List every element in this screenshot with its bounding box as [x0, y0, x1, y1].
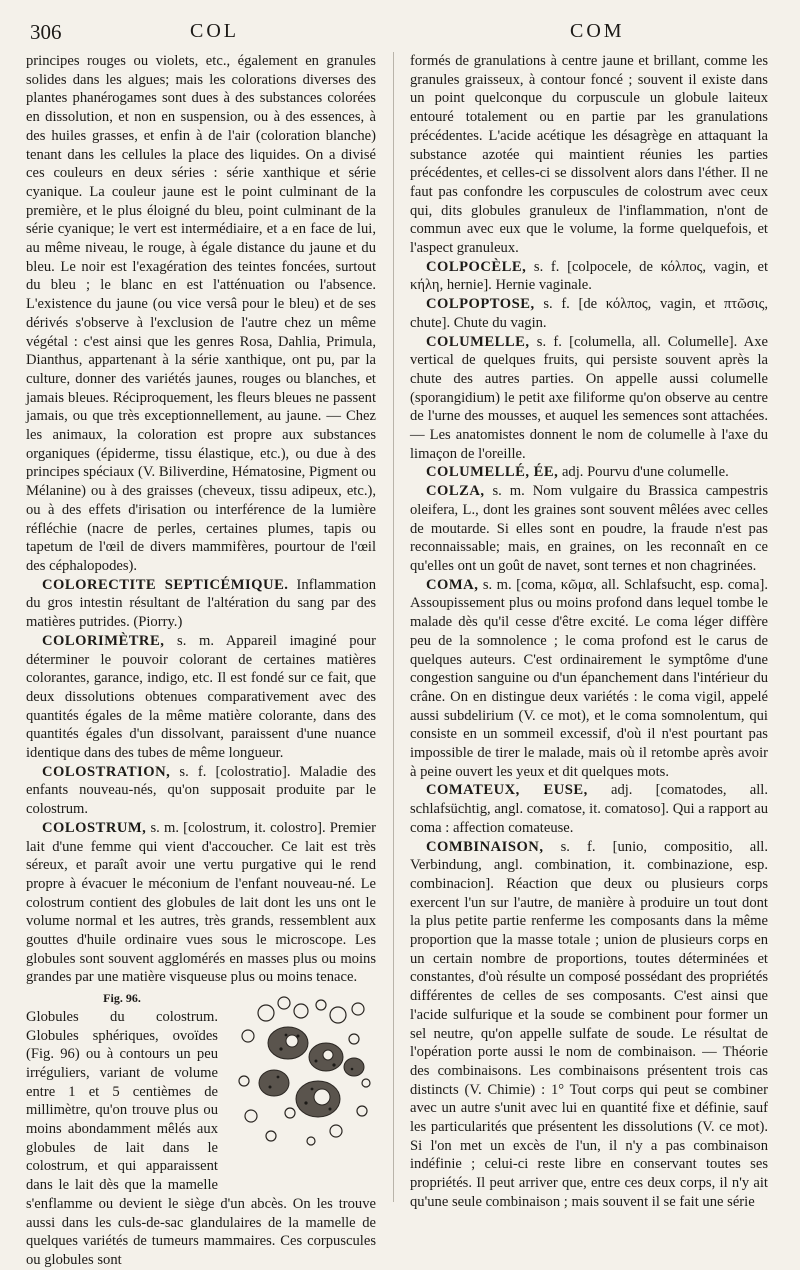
entry-text: adj. Pourvu d'une columelle. [558, 464, 729, 481]
headword: COLOSTRATION, [42, 763, 171, 780]
headword: COLPOCÈLE, [426, 258, 527, 275]
entry-text: Inflammation du gros intestin résultant de l'altération du sang par des matières putrides. (Piorry.) [26, 576, 376, 631]
entry-text: s. m. [coma, κῶμα, all. Schlafsucht, esp. coma]. Assoupissement plus ou moins profond dans lequel tombe le malade dès qu'il cesse d'être excité. Le coma léger diffère peu de la somnolence ; le coma profond est le carus de quelques auteurs. C'est ordinairement le symptôme d'une congestion sanguine ou d'un épanchement dans l'intérieur du crâne. On en distingue deux variétés : le coma vigil, appelé aussi subdelirium (V. ce mot), et le coma somnolentum, qui consiste en un sommeil excessif, d'où il n'est pourtant pas impossible de tirer le malade, mais où il retombe après avoir à peine ouvert les yeux et dit quelques mots. [410, 576, 768, 780]
headword: COLZA, [426, 483, 485, 500]
page-header [30, 20, 770, 50]
entry-text: s. f. [colpocele, de κόλπος, vagin, et κήλη, hernie]. Hernie vaginale. [410, 258, 768, 294]
headword: COLORECTITE SEPTICÉMIQUE. [42, 576, 289, 593]
entry-text: s. f. [unio, compositio, all. Verbindung, angl. combination, it. combinazione, esp. combinacion]. Réaction que deux ou plusieurs corps exercent l'un sur l'autre, de manière à produire un tout dont la plus petite partie renferme les composants dans la même proportion que la masse totale ; union de plusieurs corps en un certain nombre de proportions, toutes déterminées et constantes, d'où résulte un composé possédant des propriétés différentes de celles de ses composants. C'est ainsi que l'acide sulfurique et la soude se combinent pour former un sel neutre, qu'on appelle sulfate de soude. Le résultat de l'opération porte aussi le nom de combinaison. — Théorie des combinaisons. Les combinaisons présentent trois cas distincts (V. Chimie) : 1° Tout corps qui peut se combiner avec un autre s'unit avec lui en quantité fixe et définie, sauf les particularités que présentent les dissolutions (V. ce mot). Si l'on met un excès de l'un, il n'y a pas combinaison indéfinie ; celui-ci reste libre en conservant toutes ses propriétés. Il peut arriver que, entre ces deux corps, il n'y ait qu'une seule combinaison ; mais souvent il se fait une série [410, 838, 768, 1210]
headword: COLUMELLÉ, ÉE, [426, 464, 559, 481]
entry-text: s. m. [colostrum, it. colostro]. Premier lait d'une femme qui vient d'accoucher. Ce lait est très séreux, et paraît avoir une vertu purgative qui le rend propre à évacuer le méconium de l'enfant nouveau-né. Le colostrum contient des globules de lait dont les uns ont le volume normal et les autres, très grands, ressemblent aux gouttes d'huile ordinaire vues sous le microscope. Les globules sont souvent agglomérés en masses plus ou moins grandes par une matière visqueuse plus ou moins tenace. [26, 819, 376, 986]
entry-text: s. m. Nom vulgaire du Brassica campestris oleifera, L., dont les graines sont souvent mêlées avec celles de moutarde. Si elles sont en poudre, la fraude n'est pas reconnaissable; mais, en graines, on les reconnaît en ce qu'elles ont un goût de navet, sont ternes et non chagrinées. [410, 483, 768, 574]
entry-color-continuation: principes rouges ou violets, etc., également en granules solides dans les algues; mais les colorations diverses des plantes phanérogames sont dues à des substances colorées en dissolution, et non en suspension, ou à des essences, à des huiles grasses, et enfin à de l'air (coloration blanche) tenant dans les cellules la place des liquides. On a divisé ces couleurs en deux séries : série xanthique et série cyanique. La couleur jaune est le point culminant de la première, et le plus éloigné du bleu, point culminant de la série cyanique; le vert est intermédiaire, et a en face de lui, au même niveau, le rouge, à égale distance du jaune et du bleu. Le noir est l'exagération des teintes foncées, surtout du bleu ; le blanc en est l'atténuation ou l'absence. L'existence du jaune (ou vice versâ pour le bleu) et de ses dérivés s'observe à l'exclusion de l'autre chez un même végétal : c'est ainsi que les genres Rosa, Dahlia, Primula, Dianthus, appartenant à la série xanthique, ont pu, par la culture, donner des variétés jaunes, rouges ou blanches, et jamais bleues. Réciproquement, les fleurs bleues ne passent jamais, ou que très exceptionnellement, au jaune. — Chez les animaux, la coloration est propre aux substances organiques (épiderme, tissu élastique, etc.), ou due à des principes spéciaux (V. Biliverdine, Hématosine, Pigment ou Mélanine) ou à des graisses (cheveux, tissu adipeux, etc.), ou à des effets d'irisation ou interférence de la lumière réfléchie (nacre de perles, certaines plumes, tapis ou tapetum de l'œil de divers mammifères, pourtour de l'œil des céphalopodes). [26, 53, 376, 574]
entry-columelle [410, 333, 768, 464]
headword: COMA, [426, 576, 479, 593]
entry-text: s. m. Appareil imaginé pour déterminer le pouvoir colorant de certaines matières colorantes, garance, indigo, etc. Il est fondé sur ce fait, que deux dissolutions obtenues comparativement avec des quantités égales de la même matière colorante, dans des quantités égales d'un dissolvant, paraissent d'une nuance identique dans des tubes de même longueur. [26, 632, 376, 762]
entry-colorectite [26, 576, 376, 632]
entry-globules-continuation: formés de granulations à centre jaune et brillant, comme les granules graisseux, à contour foncé ; souvent il existe dans un point quelconque du corpuscule un globule laiteux entouré totalement ou en partie par les granulations précédentes. L'acide acétique les désagrège en attaquant la substance azotée qui maintient réunies les parties précédentes, et celles-ci se dissolvent alors dans l'éther. Il ne faut pas confondre les corpuscules de colostrum avec ceux qui, dits globules granuleux de l'inflammation, n'ont de commun avec eux que le volume, la forme quelquefois, et l'aspect granuleux. [410, 53, 768, 257]
entry-coma [410, 576, 768, 782]
entry-text: s. f. [colostratio]. Maladie des enfants nouveau-nés, qu'on supposait produite par le colostrum. [26, 763, 376, 818]
headword: COLUMELLE, [426, 333, 530, 350]
headword: COLORIMÈTRE, [42, 632, 165, 649]
headword: COLPOPTOSE, [426, 296, 535, 313]
column-divider [393, 52, 394, 1202]
right-column [410, 52, 768, 1212]
entry-colostration [26, 763, 376, 819]
entry-colostrum [26, 819, 376, 987]
headword: COMBINAISON, [426, 838, 544, 855]
headword: COMATEUX, EUSE, [426, 782, 588, 799]
entry-colza [410, 482, 768, 576]
entry-columelle-adj [410, 463, 768, 482]
running-head-left: COL [190, 20, 239, 42]
entry-comateux [410, 781, 768, 837]
entry-combinaison [410, 838, 768, 1212]
figure-96 [226, 991, 376, 1176]
figure-caption: Fig. 96. [103, 991, 141, 1006]
running-head-right: COM [570, 20, 625, 42]
entry-text: s. f. [de κόλπος, vagin, et πτῶσις, chute]. Chute du vagin. [410, 296, 768, 331]
entry-colpocele [410, 258, 768, 295]
entry-text: adj. [comatodes, all. schlafsüchtig, angl. comatose, it. comatoso]. Qui a rapport au coma : affection comateuse. [410, 782, 768, 836]
left-column [26, 52, 376, 1270]
entry-text: Globules du colostrum. Globules sphériques, ovoïdes (Fig. 96) ou à contours un peu irréguliers, variant de volume entre 1 et 5 centièmes de millimètre, qu'on trouve plus ou moins abondamment mêlés aux globules de lait dans le colostrum, et qui apparaissent dans le lait dès que la mamelle s'enflamme ou devient le siège d'un abcès. On les trouve aussi dans les culs-de-sac glandulaires de la mamelle de quelques variétés de tumeurs mammaires. Ces corpuscules ou globules sont [26, 1008, 376, 1268]
entry-text: s. f. [columella, all. Columelle]. Axe vertical de quelques fruits, qui persiste souvent après la chute des autres parties. On appelle aussi columelle (sporangidium) le petit axe filiforme qu'on observe au centre de l'urne des mousses, et auquel les semences sont attachées. — Les anatomistes donnent le nom de columelle à l'axe du limaçon de l'oreille. [410, 333, 768, 462]
headword: COLOSTRUM, [42, 819, 147, 836]
colostrum-globules-illustration [226, 991, 376, 1156]
entry-colpoptose [410, 295, 768, 332]
page-number: 306 [30, 20, 62, 44]
entry-colorimetre [26, 632, 376, 763]
